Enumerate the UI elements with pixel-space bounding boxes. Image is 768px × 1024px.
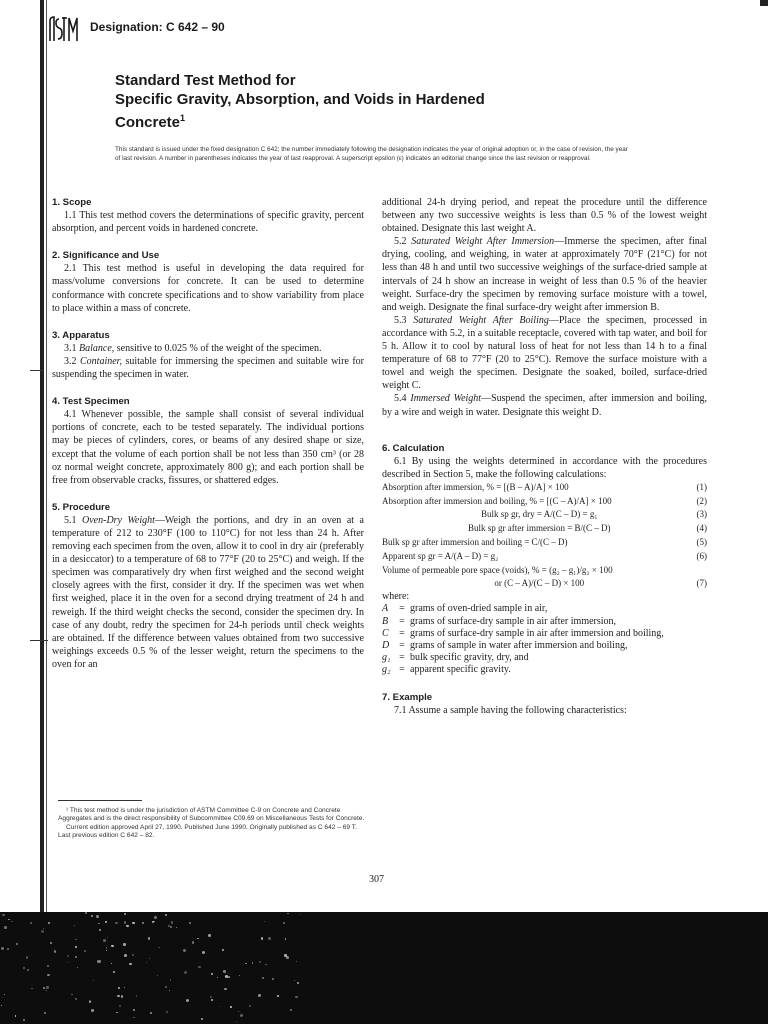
scan-noise-speck	[50, 942, 51, 943]
scan-noise-speck	[46, 986, 48, 988]
scan-noise-speck	[287, 913, 289, 915]
scan-binding-edge-line	[46, 0, 47, 950]
scan-noise-speck	[103, 939, 106, 942]
scan-noise-speck	[121, 995, 123, 997]
variable-symbol: C	[382, 627, 389, 639]
equation-number: (7)	[696, 578, 707, 589]
footnote-2: Current edition approved April 27, 1990. Published June 1990. Originally published as C 642 – 69 T. Last previous edition C 642 – 82.	[58, 823, 357, 840]
where-label: where:	[382, 591, 410, 603]
page-number: 307	[369, 874, 384, 885]
scan-noise-speck	[113, 971, 115, 973]
equation-list	[382, 481, 707, 591]
scan-noise-speck	[171, 921, 174, 924]
equation-row	[382, 508, 707, 522]
scan-noise-speck	[236, 1021, 237, 1022]
right-column	[382, 196, 707, 717]
equation-text: Absorption after immersion, % = [(B – A)/A] × 100	[382, 481, 569, 492]
scan-noise-speck	[154, 916, 157, 919]
scan-noise-speck	[228, 976, 230, 978]
scan-noise-speck	[208, 934, 211, 937]
scan-noise-speck	[106, 950, 107, 951]
scan-noise-speck	[77, 967, 78, 968]
section-heading-significance: 2. Significance and Use	[52, 250, 160, 262]
equation-text: Bulk sp gr after immersion and boiling = C/(C – D)	[382, 537, 568, 548]
scan-noise-speck	[111, 963, 112, 964]
scan-noise-speck	[85, 912, 87, 914]
scan-noise-speck	[117, 995, 119, 997]
scan-noise-speck	[93, 980, 94, 981]
scan-noise-speck	[183, 949, 186, 952]
scan-noise-speck	[4, 926, 7, 929]
scan-noise-speck	[285, 938, 287, 940]
scan-noise-speck	[11, 921, 12, 922]
paragraph-6-1: 6.1 By using the weights determined in accordance with the procedures described in Section 5, make the following calculations:	[382, 455, 707, 480]
section-heading-procedure: 5. Procedure	[52, 501, 111, 513]
title-line-1: Standard Test Method for	[115, 72, 296, 89]
scan-noise-speck	[297, 982, 299, 984]
equation-number: (2)	[696, 495, 707, 506]
scan-noise-speck	[1, 947, 4, 950]
scan-noise-speck	[198, 966, 200, 968]
paragraph-7-1: 7.1 Assume a sample having the following characteristics:	[394, 704, 627, 716]
scan-noise-speck	[197, 938, 198, 939]
scan-noise-speck	[148, 937, 151, 940]
equation-text: Bulk sp gr after immersion = B/(C – D)	[467, 523, 611, 534]
variable-description: grams of surface-dry sample in air after immersion,	[410, 615, 617, 627]
paragraph-5-2: 5.2 Saturated Weight After Immersion—Immerse the specimen, after final drying, cooling, and weighing, in water at approximately 70°F (21°C) for not less than 48 h and until two successive weighings of the surface-dried sample at intervals of 24 h show an increase in weight of less than 0.5 % of the heavier weight. Surface-dry the specimen by removing surface moisture with a towel, and weigh. Designate the final surface-dry weight after immersion B.	[382, 236, 707, 313]
equation-row	[382, 536, 707, 550]
designation-label: Designation: C 642 – 90	[90, 20, 225, 34]
variable-description: grams of oven-dried sample in air,	[410, 603, 548, 615]
scan-noise-speck	[223, 970, 226, 973]
scan-noise-speck	[67, 955, 69, 957]
scan-noise-speck	[27, 969, 29, 971]
equation-text: Volume of permeable pore space (voids), % = (g₂ – g₁)/g₂ × 100	[382, 564, 613, 575]
margin-tick	[30, 370, 44, 371]
scan-noise-speck	[133, 1017, 134, 1018]
scan-noise-speck	[146, 962, 147, 963]
margin-tick	[30, 640, 48, 641]
variable-symbol: A	[382, 603, 389, 615]
scan-binding-edge	[40, 0, 44, 950]
document-title	[115, 72, 675, 132]
scan-bottom-shadow	[0, 912, 768, 1024]
scan-noise-speck	[26, 956, 28, 958]
scan-noise-speck	[264, 921, 265, 922]
variable-definition	[382, 640, 707, 652]
scan-noise-speck	[217, 977, 218, 978]
scan-noise-speck	[23, 967, 25, 969]
title-line-3	[115, 109, 675, 132]
equation-row	[382, 522, 707, 536]
scan-noise-speck	[31, 988, 33, 990]
scan-noise-speck	[84, 950, 86, 952]
paragraph-2-1: 2.1 This test method is useful in developing the data required for mass/volume conversions for concrete. It can be used to determine conformance with concrete specifications and to show variability from place to place within a mass of concrete.	[52, 263, 364, 314]
variable-definition	[382, 616, 707, 628]
equals-sign: =	[399, 664, 405, 676]
scan-noise-speck	[210, 996, 212, 998]
section-heading-scope: 1. Scope	[52, 197, 92, 208]
scan-noise-speck	[158, 947, 159, 948]
scan-noise-speck	[290, 1009, 292, 1011]
scan-noise-speck	[30, 922, 32, 924]
scan-noise-speck	[245, 963, 247, 965]
scan-noise-speck	[176, 927, 178, 929]
paragraph-1-1: 1.1 This test method covers the determinations of specific gravity, percent absorption, and percent voids in hardened concrete.	[52, 210, 364, 235]
footnote-rule	[58, 800, 142, 801]
equation-row	[382, 550, 707, 564]
paragraph-5-3: 5.3 Saturated Weight After Boiling—Place the specimen, processed in accordance with 5.2, in a suitable receptacle, covered with tap water, and boil for 5 h. Allow it to cool by natural loss of heat for not less than 14 h to a final temperature of 68 to 77°F (20 to 25°C). Remove the surface moisture with a towel and weigh the specimen. Designate the soaked, boiled, surface-dried weight C.	[382, 314, 707, 392]
scan-noise-speck	[75, 998, 77, 1000]
scan-noise-speck	[75, 956, 77, 958]
scan-noise-speck	[268, 937, 271, 940]
scan-noise-speck	[169, 990, 170, 991]
scan-noise-speck	[1, 1005, 2, 1006]
scan-noise-speck	[41, 930, 44, 933]
scan-noise-speck	[149, 958, 150, 959]
variable-description: bulk specific gravity, dry, and	[410, 652, 529, 664]
where-block	[382, 591, 707, 676]
scan-noise-speck	[48, 922, 49, 923]
variable-definition	[382, 628, 707, 640]
scan-noise-speck	[67, 962, 68, 963]
variable-definition	[382, 664, 707, 676]
paragraph-3-2: 3.2 Container, suitable for immersing the specimen and suitable wire for suspending the specimen in water.	[52, 355, 365, 381]
scan-noise-speck	[7, 948, 9, 950]
scan-noise-speck	[47, 974, 49, 976]
scan-noise-speck	[240, 1014, 243, 1017]
scan-noise-speck	[258, 994, 261, 997]
scan-noise-speck	[43, 987, 45, 989]
scan-noise-speck	[136, 995, 137, 996]
scan-noise-speck	[75, 946, 77, 948]
equation-text: Bulk sp gr, dry = A/(C – D) = g₁	[481, 509, 598, 520]
variable-description: grams of surface-dry sample in air after immersion and boiling,	[410, 627, 664, 639]
scan-noise-speck	[132, 954, 134, 956]
scan-noise-speck	[47, 965, 49, 967]
scan-noise-speck	[111, 945, 113, 947]
scan-noise-speck	[99, 929, 101, 931]
paragraph-3-1: 3.1 Balance, sensitive to 0.025 % of the weight of the specimen.	[64, 342, 322, 354]
scan-noise-speck	[71, 994, 73, 996]
paragraph-5-1: 5.1 Oven-Dry Weight—Weigh the portions, and dry in an oven at a temperature of 212 to 230°F (100 to 110°C) for not less than 24 h. After removing each specimen from the oven, allow it to cool in dry air (preferably in a desiccator) to a temperature of 68 to 77°F (20 to 25°C) and weigh. If the specimen was comparatively dry when first weighed and the second weight closely agrees with the first, consider it dry. If the specimen was wet when first weighed, place it in the oven for a second drying treatment of 24 h and reweigh. If the third weight checks the second, consider the specimen dry. In case of any doubt, redry the specimen for 24-h periods until check weights are obtained. If the difference between values obtained from two successive weighings exceeds 0.5 % of the lesser weight, return the specimens to the oven for an	[52, 514, 364, 670]
variable-symbol: D	[382, 640, 390, 652]
scan-noise-speck	[105, 921, 107, 923]
scan-noise-speck	[201, 1018, 203, 1020]
variable-description: apparent specific gravity.	[410, 664, 511, 676]
scan-noise-speck	[126, 925, 128, 927]
scan-noise-speck	[170, 979, 171, 980]
scan-noise-speck	[211, 973, 213, 975]
scan-noise-speck	[8, 919, 10, 921]
variable-symbol: g₂	[382, 664, 391, 676]
equals-sign: =	[399, 603, 405, 615]
scan-noise-speck	[238, 1011, 239, 1012]
scan-noise-speck	[23, 1019, 25, 1021]
scan-noise-speck	[261, 937, 263, 939]
scan-noise-speck	[142, 922, 144, 924]
scan-noise-speck	[252, 962, 254, 964]
scan-noise-speck	[262, 977, 264, 979]
equation-number: (3)	[696, 509, 707, 520]
scan-noise-speck	[98, 923, 99, 924]
scan-noise-speck	[157, 975, 159, 977]
scan-noise-speck	[15, 1015, 16, 1016]
equation-row	[382, 495, 707, 509]
scan-noise-speck	[222, 949, 224, 951]
scan-noise-speck	[219, 1006, 220, 1007]
equation-number: (4)	[696, 523, 707, 534]
scan-noise-speck	[249, 1005, 251, 1007]
scan-noise-speck	[150, 1012, 152, 1014]
footnote-1: ¹ This test method is under the jurisdiction of ASTM Committee C-9 on Concrete and Concrete Aggregates and is the direct responsibility of Subcommittee C09.69 on Miscellaneous Tests for Concrete.	[58, 807, 365, 823]
scan-noise-speck	[124, 921, 127, 924]
scan-noise-speck	[43, 928, 44, 929]
designation-notice: This standard is issued under the fixed designation C 642; the number immediately following the designation indicates the year of original adoption or, in the case of revision, the year of last revision. A number in parentheses indicates the year of last reapproval. A superscript epsilon (ε) indicates an editorial change since the last revision or reapproval.	[115, 146, 628, 162]
equals-sign: =	[399, 627, 405, 639]
equals-sign: =	[399, 640, 405, 652]
scan-corner-mark	[760, 0, 768, 6]
scan-noise-speck	[16, 943, 18, 945]
scan-noise-speck	[115, 922, 117, 924]
section-heading-example: 7. Example	[382, 691, 433, 703]
scan-noise-speck	[202, 951, 205, 954]
equation-number: (6)	[696, 550, 707, 561]
paragraph-5-4: 5.4 Immersed Weight—Suspend the specimen, after immersion and boiling, by a wire and weigh in water. Designate this weight D.	[382, 393, 708, 418]
scan-noise-speck	[107, 937, 108, 938]
paragraph-5-1-continued: additional 24-h drying period, and repeat the procedure until the difference between any two successive weights is less than 0.5 % of the lowest weight obtained. Designate this last weight A.	[382, 197, 707, 235]
scan-noise-speck	[119, 1005, 121, 1007]
scan-noise-speck	[2, 914, 4, 916]
equation-row	[382, 577, 707, 591]
variable-symbol: g₁	[382, 652, 391, 664]
scan-noise-speck	[124, 913, 126, 915]
scan-noise-speck	[192, 941, 195, 944]
variable-definitions	[382, 603, 707, 676]
scan-noise-speck	[170, 926, 172, 928]
scan-noise-speck	[189, 922, 191, 924]
scan-noise-speck	[272, 978, 274, 980]
scan-noise-speck	[230, 1006, 232, 1008]
scan-noise-speck	[89, 1001, 91, 1003]
equation-text: Absorption after immersion and boiling, % = [(C – A)/A] × 100	[382, 495, 612, 506]
scan-noise-speck	[44, 1012, 46, 1014]
scan-noise-speck	[165, 914, 167, 916]
scan-noise-speck	[277, 995, 279, 997]
section-heading-calculation: 6. Calculation	[382, 442, 445, 454]
footnotes	[58, 807, 366, 841]
equation-row	[382, 564, 707, 578]
title-line-2: Specific Gravity, Absorption, and Voids in Hardened	[115, 91, 485, 108]
scan-noise-speck	[96, 915, 99, 918]
scan-noise-speck	[265, 964, 267, 966]
section-heading-test-specimen: 4. Test Specimen	[52, 396, 130, 408]
scan-noise-speck	[165, 986, 167, 988]
scan-noise-speck	[123, 943, 125, 945]
scan-noise-speck	[54, 950, 57, 953]
section-heading-apparatus: 3. Apparatus	[52, 329, 110, 341]
scan-noise-speck	[211, 999, 213, 1001]
scan-noise-speck	[74, 925, 75, 926]
variable-symbol: B	[382, 615, 389, 627]
scan-noise-speck	[294, 980, 295, 981]
title-footnote-mark: 1	[180, 113, 186, 123]
scan-noise-speck	[224, 988, 227, 991]
scan-noise-speck	[166, 1011, 168, 1013]
scan-noise-speck	[46, 990, 47, 991]
variable-definition	[382, 652, 707, 664]
variable-definition	[382, 603, 707, 615]
scan-noise-speck	[300, 914, 302, 916]
equals-sign: =	[399, 615, 405, 627]
scan-noise-speck	[186, 999, 189, 1002]
scan-noise-speck	[75, 939, 77, 941]
scan-noise-speck	[283, 922, 285, 924]
scan-noise-speck	[4, 994, 5, 995]
scan-noise-speck	[296, 961, 297, 962]
equation-number: (5)	[696, 537, 707, 548]
left-column	[52, 196, 364, 671]
scan-noise-speck	[286, 956, 289, 959]
equation-text: Apparent sp gr = A/(A – D) = g₂	[382, 550, 499, 561]
scan-noise-speck	[133, 1009, 135, 1011]
scan-noise-speck	[129, 963, 131, 965]
scan-noise-speck	[184, 971, 187, 974]
title-line-3-text: Concrete	[115, 114, 181, 131]
scan-noise-speck	[259, 961, 261, 963]
scan-noise-speck	[106, 947, 108, 949]
scan-noise-speck	[118, 987, 119, 988]
equation-number: (1)	[696, 481, 707, 492]
equation-text: or (C – A)/(C – D) × 100	[494, 578, 585, 589]
scan-noise-speck	[295, 996, 298, 999]
astm-logo-icon	[47, 13, 83, 45]
scan-noise-speck	[116, 1012, 118, 1014]
variable-description: grams of sample in water after immersion and boiling,	[410, 640, 628, 652]
scan-noise-speck	[132, 922, 134, 924]
scan-noise-speck	[239, 975, 240, 976]
scan-noise-speck	[91, 1009, 94, 1012]
scan-noise-speck	[91, 915, 92, 916]
equation-row	[382, 481, 707, 495]
paragraph-4-1: 4.1 Whenever possible, the sample shall consist of several individual portions of concrete, each to be tested separately. The individual portions may be pieces of cylinders, cores, or beams of any desired shape or size, except that the volume of each portion shall be not less than 350 cm³ (or 28 oz normal weight concrete, approximately 800 g); and each portion shall be free from observable cracks, fissures, or shattered edges.	[52, 409, 364, 486]
scan-noise-speck	[124, 954, 127, 957]
scan-noise-speck	[97, 960, 100, 963]
scan-noise-speck	[124, 987, 125, 988]
equals-sign: =	[399, 652, 405, 664]
